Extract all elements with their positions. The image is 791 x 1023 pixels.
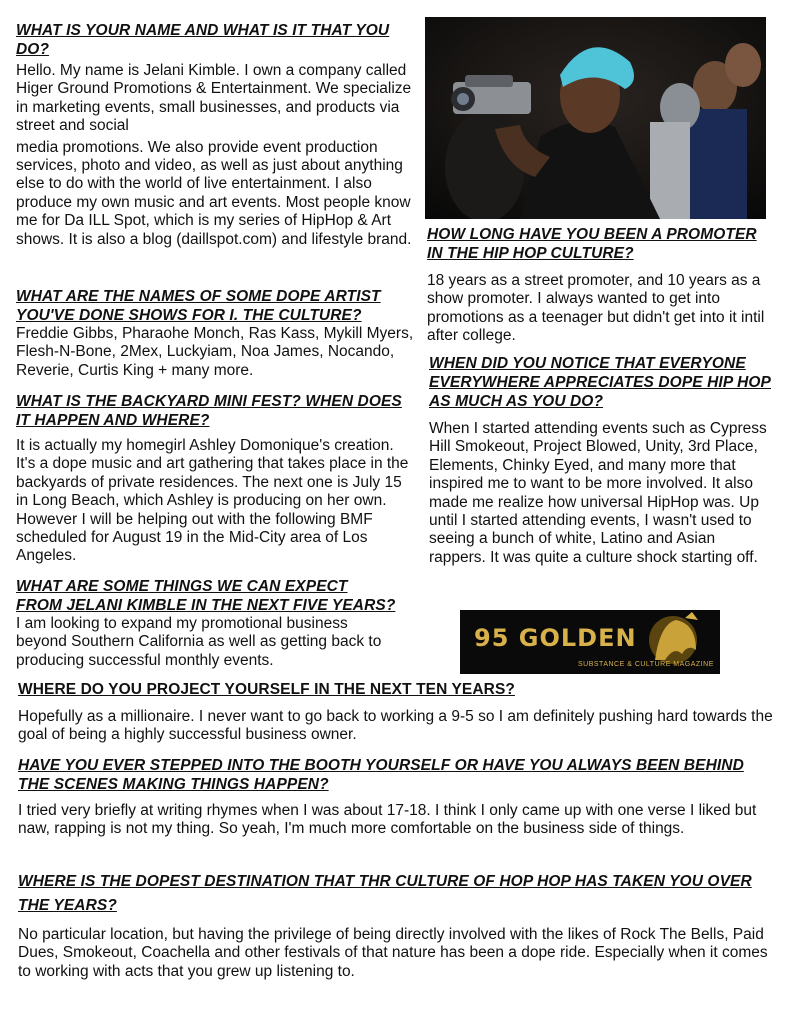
qa-how-long (427, 225, 772, 346)
question-heading: WHERE IS THE DOPEST DESTINATION THAT THR CULTURE OF HOP HOP HAS TAKEN YOU OVER THE YEARS? (18, 873, 752, 914)
qa-backyard-fest (16, 392, 414, 566)
qa-artists (16, 287, 414, 380)
qa-name (16, 21, 414, 249)
qa-destination (18, 870, 773, 981)
answer-text: I tried very briefly at writing rhymes when I was about 17-18. I think I only came up with one verse I liked but naw, rapping is not my thing. So yeah, I'm much more comfortable on the business side of things. (18, 802, 757, 838)
logo-subtitle: SUBSTANCE & CULTURE MAGAZINE (578, 661, 714, 668)
qa-booth (18, 756, 778, 839)
question-heading: WHAT ARE SOME THINGS WE CAN EXPECT FROM JELANI KIMBLE IN THE NEXT FIVE YEARS? (16, 578, 396, 614)
logo-title: 95 GOLDEN (474, 624, 637, 652)
question-heading: WHERE DO YOU PROJECT YOURSELF IN THE NEXT TEN YEARS? (18, 681, 515, 698)
answer-text: No particular location, but having the privilege of being directly involved with the likes of Rock The Bells, Paid Dues, Smokeout, Coachella and other festivals of that nature has been a dope ride. Especially when it comes to working with acts that you grew up listening to. (18, 926, 768, 980)
qa-ten-years (18, 680, 778, 745)
question-heading: WHAT ARE THE NAMES OF SOME DOPE ARTIST YOU'VE DONE SHOWS FOR I. THE CULTURE? (16, 288, 381, 324)
answer-text: When I started attending events such as Cypress Hill Smokeout, Project Blowed, Unity, 3rd Place, Elements, Chinky Eyed, and many more that inspired me to want to be more involved. It also made me realize how universal HipHop was. Up until I started attending events, I wasn't used to seeing a bunch of white, Latino and Asian rappers. It was quite a culture shock starting off. (429, 420, 767, 566)
answer-text: 18 years as a street promoter, and 10 years as a show promoter. I always wanted to get into promotions as a teenager but didn't get into it intil after college. (427, 272, 765, 345)
magazine-logo (460, 610, 720, 674)
question-heading: WHAT IS THE BACKYARD MINI FEST? WHEN DOES IT HAPPEN AND WHERE? (16, 393, 402, 429)
qa-five-years (16, 577, 396, 670)
question-heading: WHEN DID YOU NOTICE THAT EVERYONE EVERYWHERE APPRECIATES DOPE HIP HOP AS MUCH AS YOU DO? (429, 355, 771, 410)
answer-text: Hopefully as a millionaire. I never want to go back to working a 9-5 so I am definitely pushing hard towards the goal of being a highly successful business owner. (18, 708, 773, 744)
qa-when-notice (429, 354, 774, 567)
photo-illustration (425, 17, 766, 219)
answer-text: I am looking to expand my promotional business beyond Southern California as well as getting back to producing successful monthly events. (16, 615, 382, 669)
question-heading: HAVE YOU EVER STEPPED INTO THE BOOTH YOURSELF OR HAVE YOU ALWAYS BEEN BEHIND THE SCENES MAKING THINGS HAPPEN? (18, 757, 744, 793)
question-heading: HOW LONG HAVE YOU BEEN A PROMOTER IN THE HIP HOP CULTURE? (427, 226, 757, 262)
answer-text: It is actually my homegirl Ashley Domonique's creation. It's a dope music and art gathering that takes place in the backyards of private residences. The next one is July 15 in Long Beach, which Ashley is producing on her own. However I will be helping out with the following BMF scheduled for August 19 in the Mid-City area of Los Angeles. (16, 437, 409, 565)
answer-text: media promotions. We also provide event production services, photo and video, as well as just about anything else to do with the world of live entertainment. I also produce my own music and art events. Most people know me for Da ILL Spot, which is my series of HipHop & Art shows. It is also a blog (daillspot.com) and lifestyle brand. (16, 138, 412, 248)
question-heading: WHAT IS YOUR NAME AND WHAT IS IT THAT YOU DO? (16, 22, 390, 58)
answer-text: Freddie Gibbs, Pharaohe Monch, Ras Kass, Mykill Myers, Flesh-N-Bone, 2Mex, Luckyiam, Noa James, Nocando, Reverie, Curtis King + many more. (16, 325, 414, 379)
answer-text: Hello. My name is Jelani Kimble. I own a company called Higer Ground Promotions & Entertainment. We specialize in marketing events, small businesses, and products via street and social (16, 62, 412, 135)
promoter-photo (425, 17, 766, 219)
